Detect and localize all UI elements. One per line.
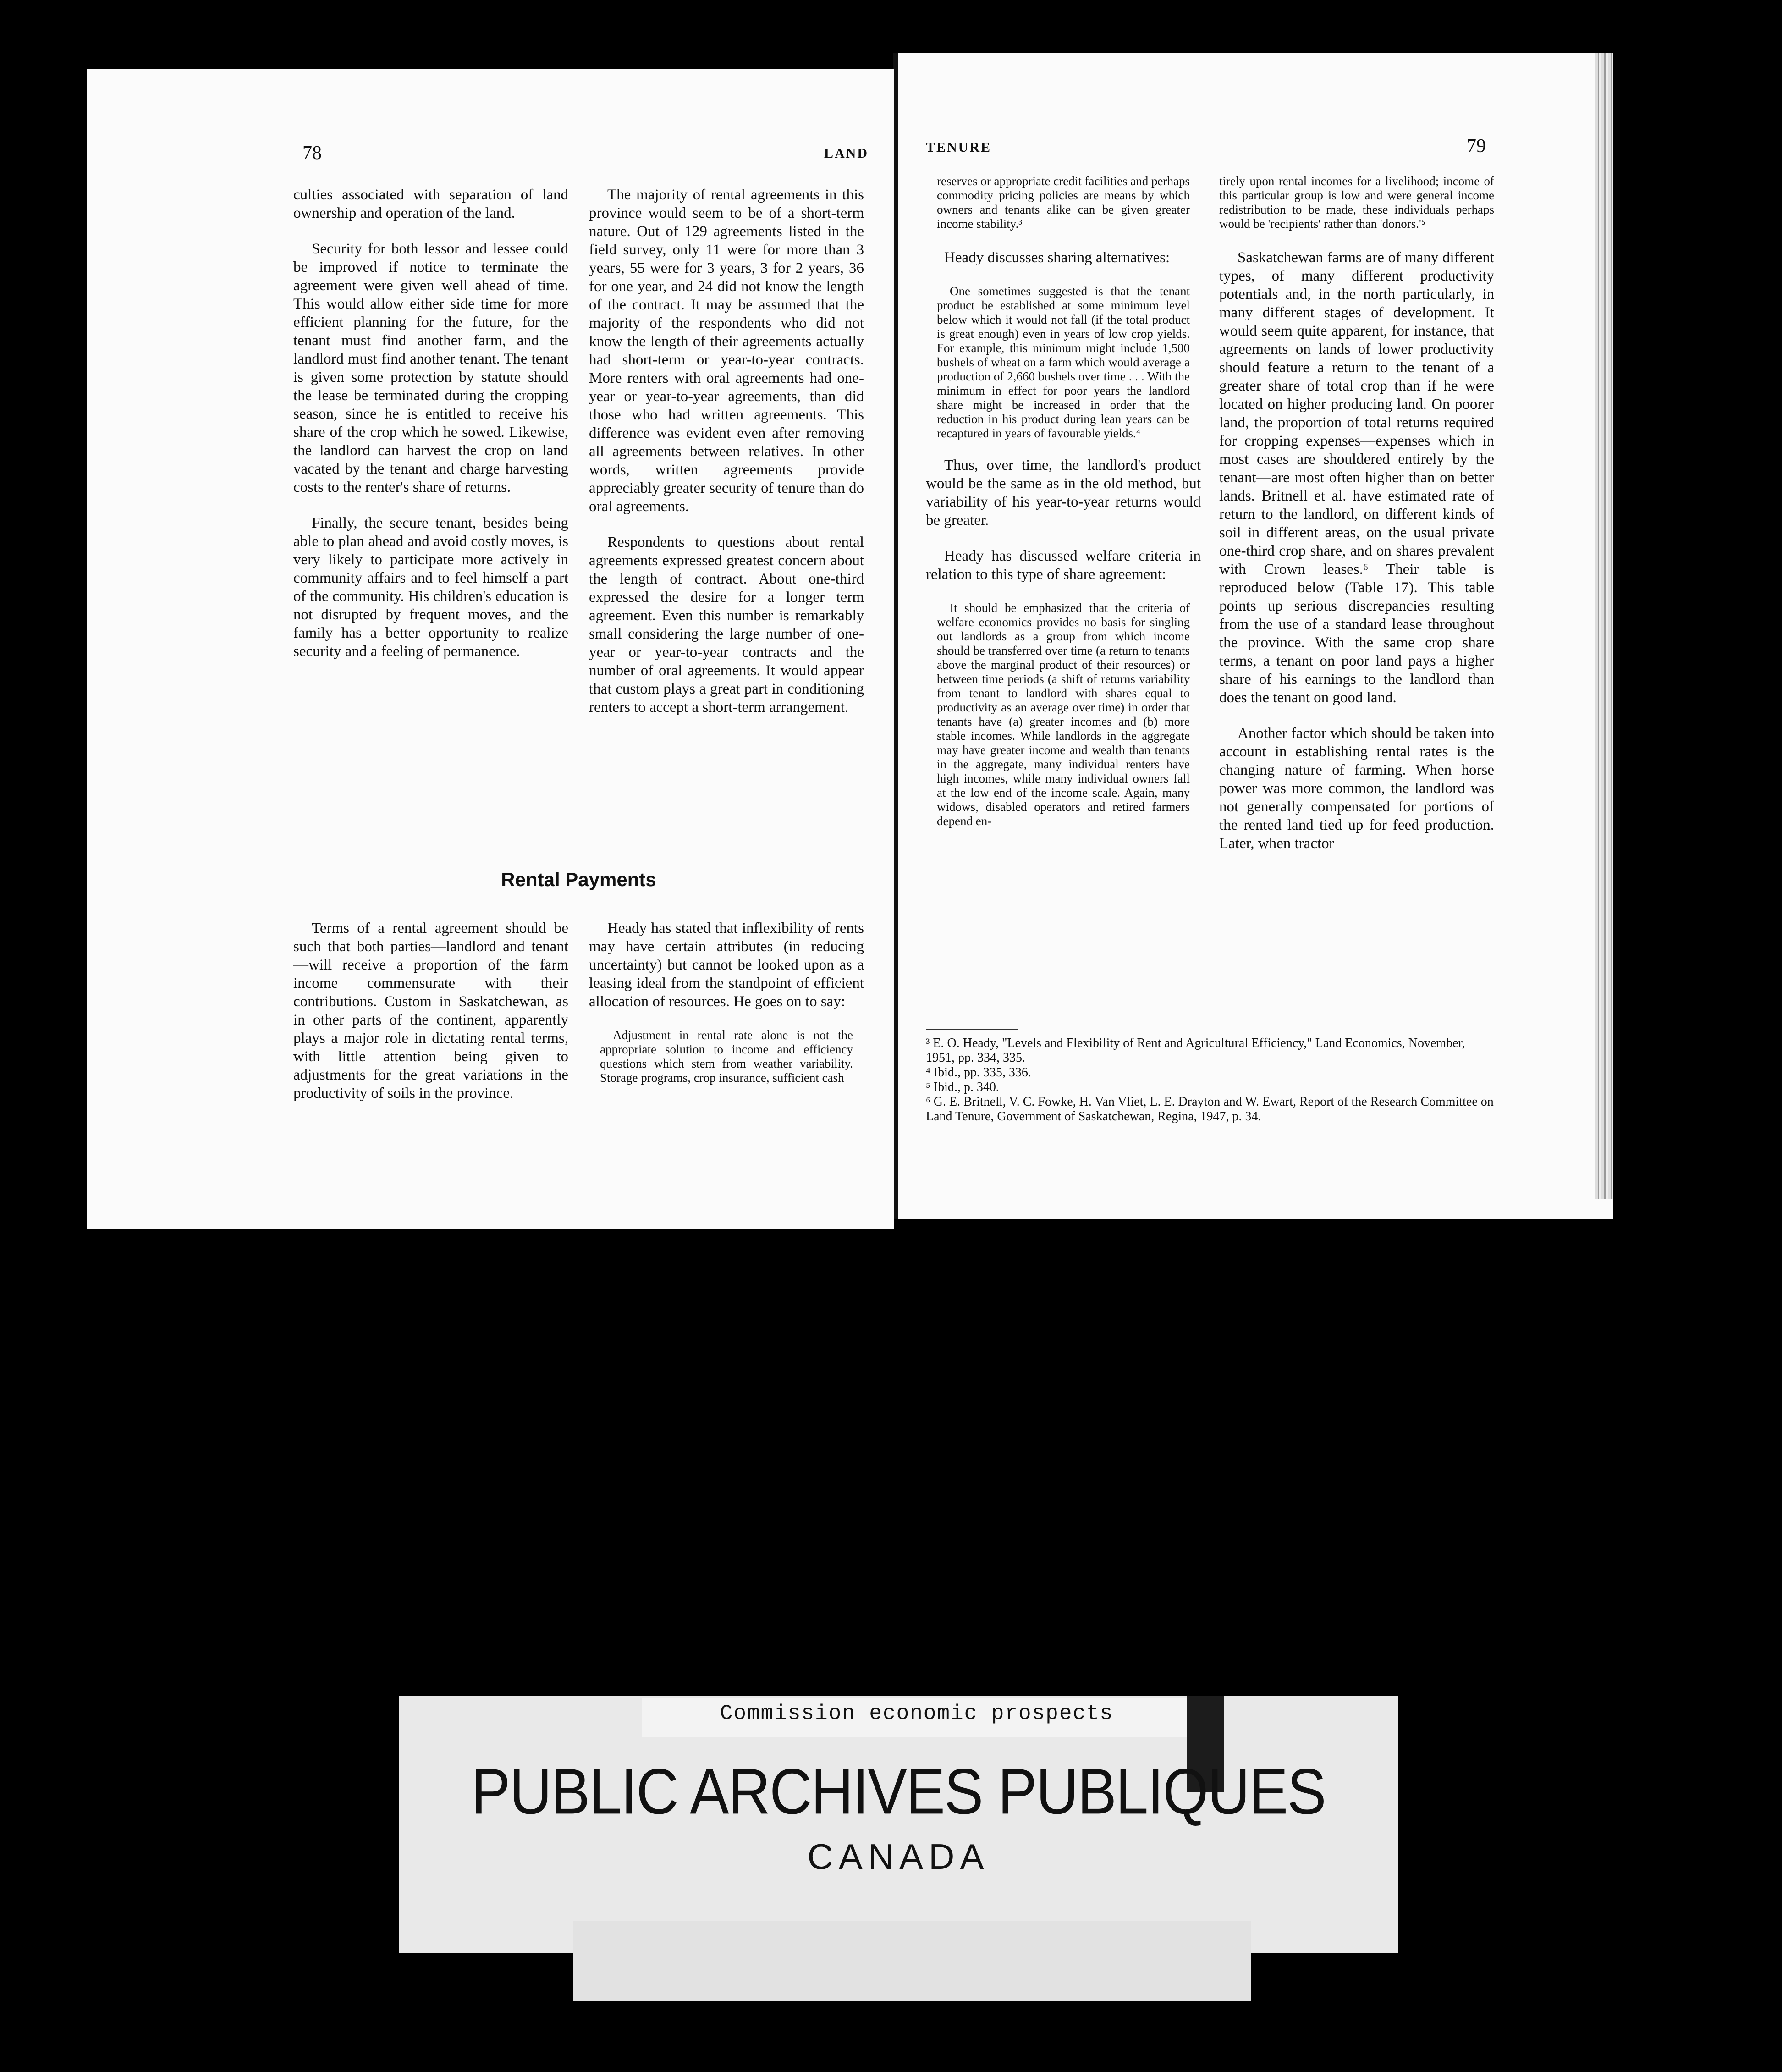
paragraph: Finally, the secure tenant, besides being able to plan ahead and avoid costly moves, is very likely to participate more actively in community affairs and to feel himself a part of the community. His children's education is not disrupted by frequent moves, and the family has a better opportunity to realize security and a feeling of permanence. [293,515,568,660]
section-heading: Rental Payments [501,869,656,890]
archive-card-lower [573,1921,1251,2001]
block-quote: reserves or appropriate credit facilities and perhaps commodity pricing policies are means by which owners and tenants alike can be given greater income stability.³ [937,174,1190,231]
running-head: LAND [824,146,869,161]
right-page [898,53,1613,1219]
paragraph: Heady has stated that inflexibility of rents may have certain attributes (in reducing uncertainty) but cannot be looked upon as a leasing ideal from the standpoint of efficient allocation of resources. He goes on to say: [589,920,864,1010]
running-head: TENURE [926,140,992,155]
paragraph: Heady has discussed welfare criteria in relation to this type of share agreement: [926,548,1201,583]
footnote: ³ E. O. Heady, "Levels and Flexibility of Rent and Agricultural Efficiency," Land Economics, November, 1951, pp. 334, 335. [926,1036,1465,1065]
footnote-rule [926,1029,1018,1030]
block-quote: One sometimes suggested is that the tenant product be established at some minimum level below which it would not fall (if the total product is great enough) even in years of low crop yields. For example, this minimum might include 1,500 bushels of wheat on a farm which would average a production of 2,660 bushels over time . . . With the minimum in effect for poor years the landlord share might be increased in order that the reduction in his product during lean years can be recaptured in years of favourable yields.⁴ [937,284,1190,440]
archive-country: CANADA [807,1836,990,1877]
footnote: ⁴ Ibid., pp. 335, 336. [926,1065,1031,1080]
paragraph: The majority of rental agreements in this province would seem to be of a short-term nature. Out of 129 agreements listed in the field survey, only 11 were for more than 3 years, 55 were for 3 years, 3 for 2 years, 36 for one year, and 24 did not know the length of the contract. It may be assumed that the majority of the respondents who did not know the length of their agreements actually had short-term or year-to-year contracts. More renters with oral agreements had one-year or year-to-year agreements, than did those who had written agreements. This difference was evident even after removing all agreements between relatives. In other words, written agreements provide appreciably greater security of tenure than do oral agreements. [589,187,864,515]
right-column-1 [926,174,1201,844]
page-number: 79 [1467,136,1486,157]
block-quote: tirely upon rental incomes for a livelihood; income of this particular group is low and were general income redistribution to be made, these individuals perhaps would be 'recipients' rather than 'donors.'⁵ [1219,174,1494,231]
left-column-2 [589,186,864,734]
paragraph: Heady discusses sharing alternatives: [944,249,1170,266]
book-page-edges [1595,53,1613,1199]
paragraph: Respondents to questions about rental agreements expressed greatest concern about the length of contract. About one-third expressed the desire for a longer term agreement. Even this number is remarkably small considering the large number of one-year or year-to-year contracts and the number of oral agreements. It would appear that custom plays a great part in conditioning renters to accept a short-term arrangement. [589,534,864,716]
archive-title: PUBLIC ARCHIVES PUBLIQUES [471,1755,1326,1828]
left-column-1-lower [293,919,568,1120]
right-column-2 [1219,174,1494,870]
block-quote: It should be emphasized that the criteria of welfare economics provides no basis for singling out landlords as a group from which income should be transferred over time (a return to tenants above the marginal product of their resources) or between time periods (a shift of returns variability from tenant to landlord with shares equal to productivity as an average over time) in order that tenants have (a) greater incomes and (b) more stable incomes. While landlords in the aggregate may have greater income and wealth than tenants in the aggregate, many individual renters have high incomes, while many individual owners fall at the low end of the income scale. Again, many widows, disabled operators and retired farmers depend en- [937,601,1190,828]
footnote: ⁶ G. E. Britnell, V. C. Fowke, H. Van Vliet, L. E. Drayton and W. Ewart, Report of the Research Committee on Land Tenure, Government of Saskatchewan, Regina, 1947, p. 34. [926,1095,1494,1124]
left-column-1 [293,186,568,678]
paragraph: Security for both lessor and lessee could be improved if notice to terminate the agreement were given well ahead of time. This would allow either side time for more efficient planning for the future, for the tenant must find another farm, and the landlord must find another tenant. The tenant is given some protection by statute should the lease be terminated during the cropping season, since he is entitled to receive his share of the crop which he sowed. Likewise, the landlord can harvest the crop on land vacated by the tenant and charge harvesting costs to the renter's share of returns. [293,241,568,496]
archive-caption: Commission economic prospects [720,1702,1114,1725]
left-column-2-lower [589,919,864,1101]
left-page [87,69,894,1229]
paragraph: Terms of a rental agreement should be such that both parties—landlord and tenant—will receive a proportion of the farm income commensurate with their contributions. Custom in Saskatchewan, as in other parts of the continent, apparently plays a major role in dictating rental terms, with little attention being given to adjustments for the great variations in the productivity of soils in the province. [293,920,568,1102]
footnote: ⁵ Ibid., p. 340. [926,1080,999,1094]
page-number: 78 [302,143,322,164]
paragraph: culties associated with separation of land ownership and operation of the land. [293,187,568,221]
footnotes [926,1036,1494,1124]
paragraph: Another factor which should be taken into account in establishing rental rates is the changing nature of farming. When horse power was more common, the landlord was not generally compensated for portions of the rented land tied up for feed production. Later, when tractor [1219,725,1494,852]
block-quote: Adjustment in rental rate alone is not the appropriate solution to income and efficiency questions which stem from weather variability. Storage programs, crop insurance, sufficient cash [600,1028,853,1085]
paragraph: Saskatchewan farms are of many different types, of many different productivity potentials and, in the north particularly, in many different stages of development. It would seem quite apparent, for instance, that agreements on lands of lower productivity should feature a return to the tenant of a greater share of total crop than if he were located on higher producing land. On poorer land, the proportion of total returns required for cropping expenses—expenses which in most cases are shouldered entirely by the tenant—are most often higher than on better lands. Britnell et al. have estimated rate of return to the landlord, on different kinds of soil in different areas, on the usual private one-third crop share, and on shares prevalent with Crown leases.⁶ Their table is reproduced below (Table 17). This table points up serious discrepancies resulting from the use of a standard lease throughout the province. With the same crop share terms, a tenant on poor land pays a higher share of his earnings to the landlord than does the tenant on good land. [1219,249,1494,706]
paragraph: Thus, over time, the landlord's product would be the same as in the old method, but variability of his year-to-year returns would be greater. [926,457,1201,529]
